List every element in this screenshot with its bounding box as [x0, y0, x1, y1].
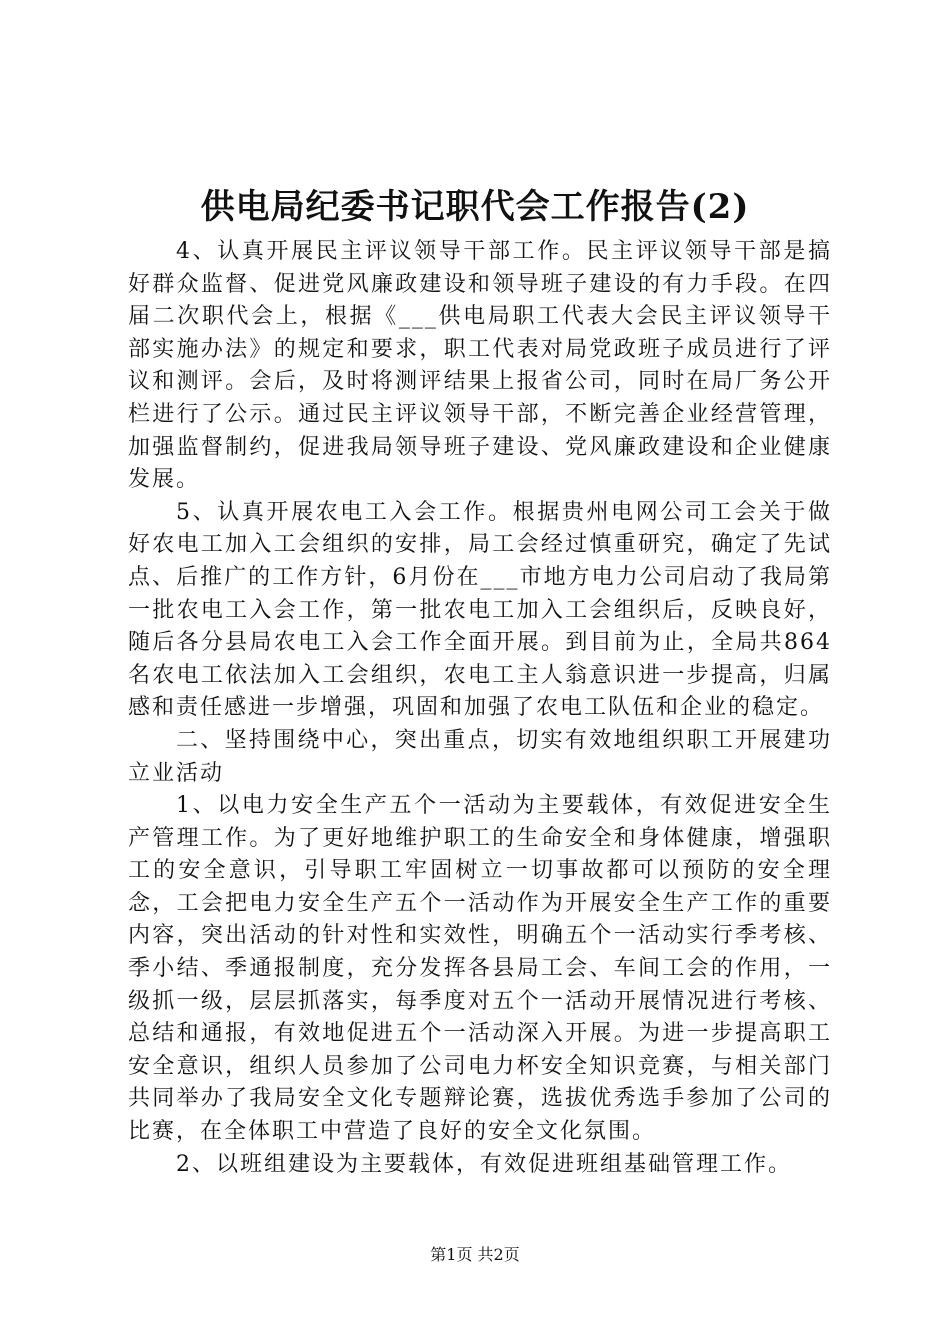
section-heading-two: 二、坚持围绕中心，突出重点，切实有效地组织职工开展建功立业活动	[128, 727, 832, 786]
paragraph-team-building: 2、以班组建设为主要载体，有效促进班组基础管理工作。	[176, 1151, 792, 1177]
page-title: 供电局纪委书记职代会工作报告(2)	[200, 187, 750, 227]
document-body	[128, 236, 832, 1181]
paragraph-rural-workers-union: 5、认真开展农电工入会工作。根据贵州电网公司工会关于做好农电工加入工会组织的安排，局工会经过慎重研究，确定了先试点、后推广的工作方针，6月份在___市地方电力公司启动了我局第一批农电工入会工作，第一批农电工加入工会组织后，反映良好，随后各分县局农电工入会工作全面开展。到目前为止，全局共864名农电工依法加入工会组织，农电工主人翁意识进一步提高，归属感和责任感进一步增强，巩固和加强了农电工队伍和企业的稳定。	[128, 499, 832, 721]
paragraph-safety-production: 1、以电力安全生产五个一活动为主要载体，有效促进安全生产管理工作。为了更好地维护职工的生命安全和身体健康，增强职工的安全意识，引导职工牢固树立一切事故都可以预防的安全理念，工会把电力安全生产五个一活动作为开展安全生产工作的重要内容，突出活动的针对性和实效性，明确五个一活动实行季考核、季小结、季通报制度，充分发挥各县局工会、车间工会的作用，一级抓一级，层层抓落实，每季度对五个一活动开展情况进行考核、总结和通报，有效地促进五个一活动深入开展。为进一步提高职工安全意识，组织人员参加了公司电力杯安全知识竞赛，与相关部门共同举办了我局安全文化专题辩论赛，选拔优秀选手参加了公司的比赛，在全体职工中营造了良好的安全文化氛围。	[128, 793, 832, 1145]
paragraph-democratic-evaluation: 4、认真开展民主评议领导干部工作。民主评议领导干部是搞好群众监督、促进党风廉政建设和领导班子建设的有力手段。在四届二次职代会上，根据《___供电局职工代表大会民主评议领导干部实施办法》的规定和要求，职工代表对局党政班子成员进行了评议和测评。会后，及时将测评结果上报省公司，同时在局厂务公开栏进行了公示。通过民主评议领导干部，不断完善企业经营管理，加强监督制约，促进我局领导班子建设、党风廉政建设和企业健康发展。	[128, 239, 832, 493]
page-number-footer: 第1页 共2页	[430, 1245, 520, 1264]
